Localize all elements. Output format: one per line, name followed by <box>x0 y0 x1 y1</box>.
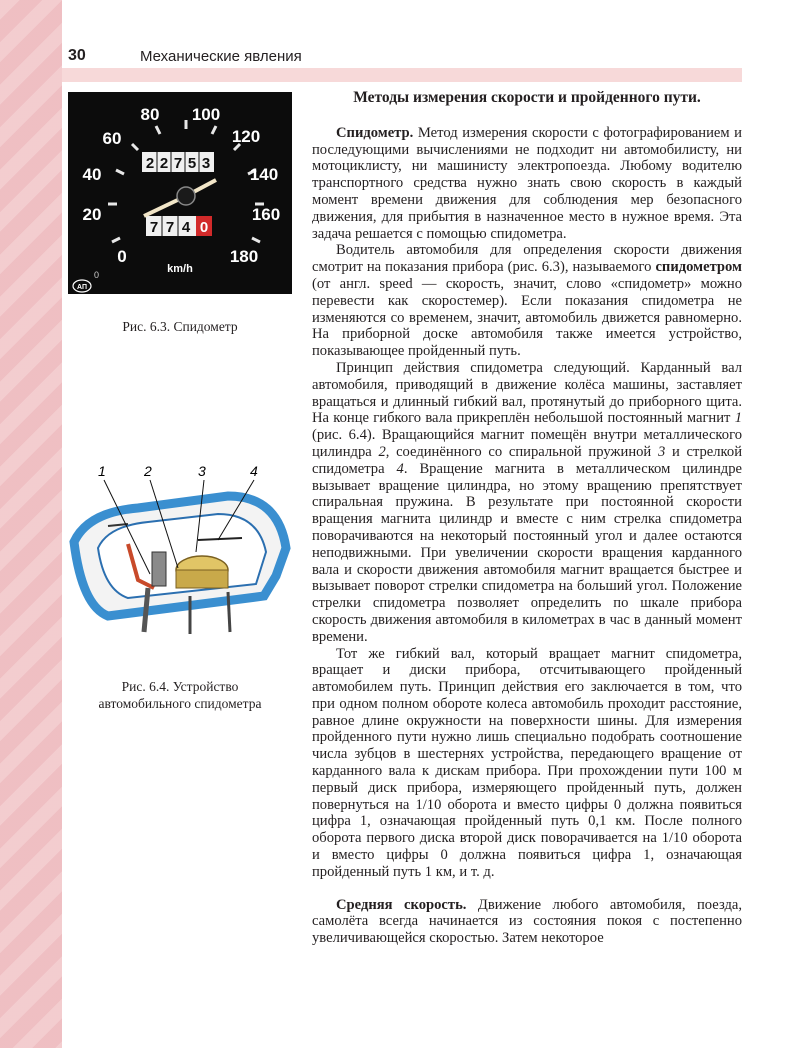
callout-number: 2 <box>144 463 152 479</box>
device-figure <box>68 456 292 654</box>
run-in-heading: Средняя скорость. <box>336 896 467 913</box>
trip-digit: 4 <box>181 219 191 236</box>
odometer-digit: 2 <box>159 155 169 172</box>
dial-label: 20 <box>82 205 102 224</box>
cylinder-body <box>176 570 228 588</box>
dial-label: 60 <box>102 129 122 148</box>
paragraph-text: Движение любого автомобиля, поезда, самолёта всегда начинается из состояния покоя с постепенно увеличивающейся скоростью. Затем некоторое <box>312 896 742 947</box>
dial-label: 40 <box>82 165 102 184</box>
paragraph-principle <box>312 360 742 646</box>
decorative-margin-band <box>0 0 62 1048</box>
paragraph-odometer: Тот же гибкий вал, который вращает магнит спидометра, вращает и диски прибора, отсчитывающего пройденный автомобилем путь. Принцип действия его заключается в том, что при одном полном обороте колеса автомобиль проходит расстояние, равное длине окружности на поверхности шины. Для измерения пройденного пути нужно лишь специально подобрать соотношение числа зубцов в шестернях устройства, передающего вращение от карданного вала к дискам прибора. При прохождении пути 100 м первый диск прибора, измеряющего пройденный путь, должен повернуться на 1/10 оборота и вместо цифры 0 должна появиться цифра 1, означающая пройденный путь 0,1 км. После полного оборота первого диска второй диск поворачивается на 1/10 оборота и вместо цифры 0 должна появиться цифра 1, означающая пройденный путь 1 км, и т. д. <box>312 645 742 880</box>
paragraph-average-speed <box>312 897 742 947</box>
callout-number: 1 <box>98 463 106 479</box>
unit-label: km/h <box>167 263 193 275</box>
ref-number: 3 <box>657 443 666 460</box>
odometer-digit: 5 <box>187 155 197 172</box>
shaft-part <box>152 552 166 586</box>
running-head: Механические явления <box>140 48 302 65</box>
odometer-digit: 7 <box>173 155 183 172</box>
dial-label: 140 <box>249 165 279 184</box>
odometer-digit: 2 <box>145 155 155 172</box>
trip-digit: 0 <box>199 219 209 236</box>
run-in-heading: Спидометр. <box>336 124 414 141</box>
paragraph-text: Метод измерения скорости с фотографированием и последующими вычислениями не подходит ни автомобилисту, ни мотоциклисту, ни машинисту электропоезда. Любому водителю транспортного средства нужно знать свою скорость в каждый момент времени движения для соблюдения мер безопасного движения, для прибытия в назначенное место в нужное время. Эта задача решается с помощью спидометра. <box>312 124 742 242</box>
callout-number: 3 <box>198 463 206 479</box>
speedometer-figure <box>68 92 292 294</box>
figure-caption-6-4 <box>68 678 292 712</box>
trip-digit: 7 <box>149 219 159 236</box>
term-speedometer: спидометром <box>655 259 742 276</box>
mount-post <box>228 592 230 632</box>
trip-counter <box>146 216 212 236</box>
callout-number: 4 <box>250 463 258 479</box>
device-image <box>68 456 292 654</box>
paragraph-text: (от англ. speed — скорость, значит, слово «спидометр» можно перевести как скоростемер). Если показания спидометра не изменяются со временем, значит, автомобиль движется равномерно. На приборной доске автомобиля также имеется устройство, показывающее пройденный путь. <box>312 275 742 360</box>
header-bar <box>62 68 742 82</box>
dial-label: 160 <box>251 205 281 224</box>
dial-label: 120 <box>231 127 261 146</box>
needle-hub <box>177 187 195 205</box>
page-number: 30 <box>68 47 86 64</box>
paragraph-text: Принцип действия спидометра следующий. Карданный вал автомобиля, приводящий в движение колёса машины, заставляет вращаться и длинный гибкий вал, протянутый до приборного щита. На конце гибкого вала прикреплён небольшой постоянный магнит <box>312 359 742 427</box>
section-heading: Методы измерения скорости и пройденного пути. <box>353 89 701 106</box>
paragraph-text: Водитель автомобиля для определения скорости движения смотрит на показания прибора (рис. 6.3), называемого <box>312 242 742 276</box>
ref-number: 1 <box>734 410 742 427</box>
caption-line: автомобильного спидометра <box>98 696 262 711</box>
paragraph-speedometer <box>312 125 742 243</box>
odometer-digit: 3 <box>201 155 211 172</box>
dial-label: 80 <box>140 105 160 124</box>
dial-label: 0 <box>117 247 127 266</box>
trip-digit: 7 <box>165 219 175 236</box>
odometer-display <box>142 152 214 172</box>
paragraph-text: , соединённого со спиральной пружиной <box>385 443 658 460</box>
maker-logo: АП <box>77 284 87 291</box>
corner-mark: 0 <box>94 270 100 280</box>
speedometer-image <box>68 92 292 294</box>
paragraph-text: . Вращение магнита в металлическом цилиндре вызывает вращение цилиндра, но этому вращению препятствует спиральная пружина. В результате при постоянной скорости вращения магнита цилиндр и вместе с ним стрелка спидометра поворачиваются на некоторый постоянный угол и далее остаются неподвижными. При увеличении скорости вращения карданного вала и скорости движения автомобиля магнит вращается быстрее и вызывает поворот стрелки спидометра на больший угол. Положение стрелки спидометра позволяет определить по шкале прибора скорость движения автомобиля в километрах в час в данный момент времени. <box>312 460 742 645</box>
ref-number: 2 <box>378 443 386 460</box>
paragraph-text: и стрелкой спидометра <box>312 443 743 477</box>
paragraph-driver <box>312 242 742 360</box>
dial-label: 100 <box>191 105 221 124</box>
dial-label: 180 <box>229 247 259 266</box>
ref-number: 4 <box>396 460 404 477</box>
main-text-column <box>312 90 742 947</box>
figure-caption-6-3: Рис. 6.3. Спидометр <box>122 319 238 334</box>
caption-line: Рис. 6.4. Устройство <box>121 679 239 694</box>
paragraph-text: (рис. 6.4). Вращающийся магнит помещён внутри металлического цилиндра <box>312 427 742 460</box>
